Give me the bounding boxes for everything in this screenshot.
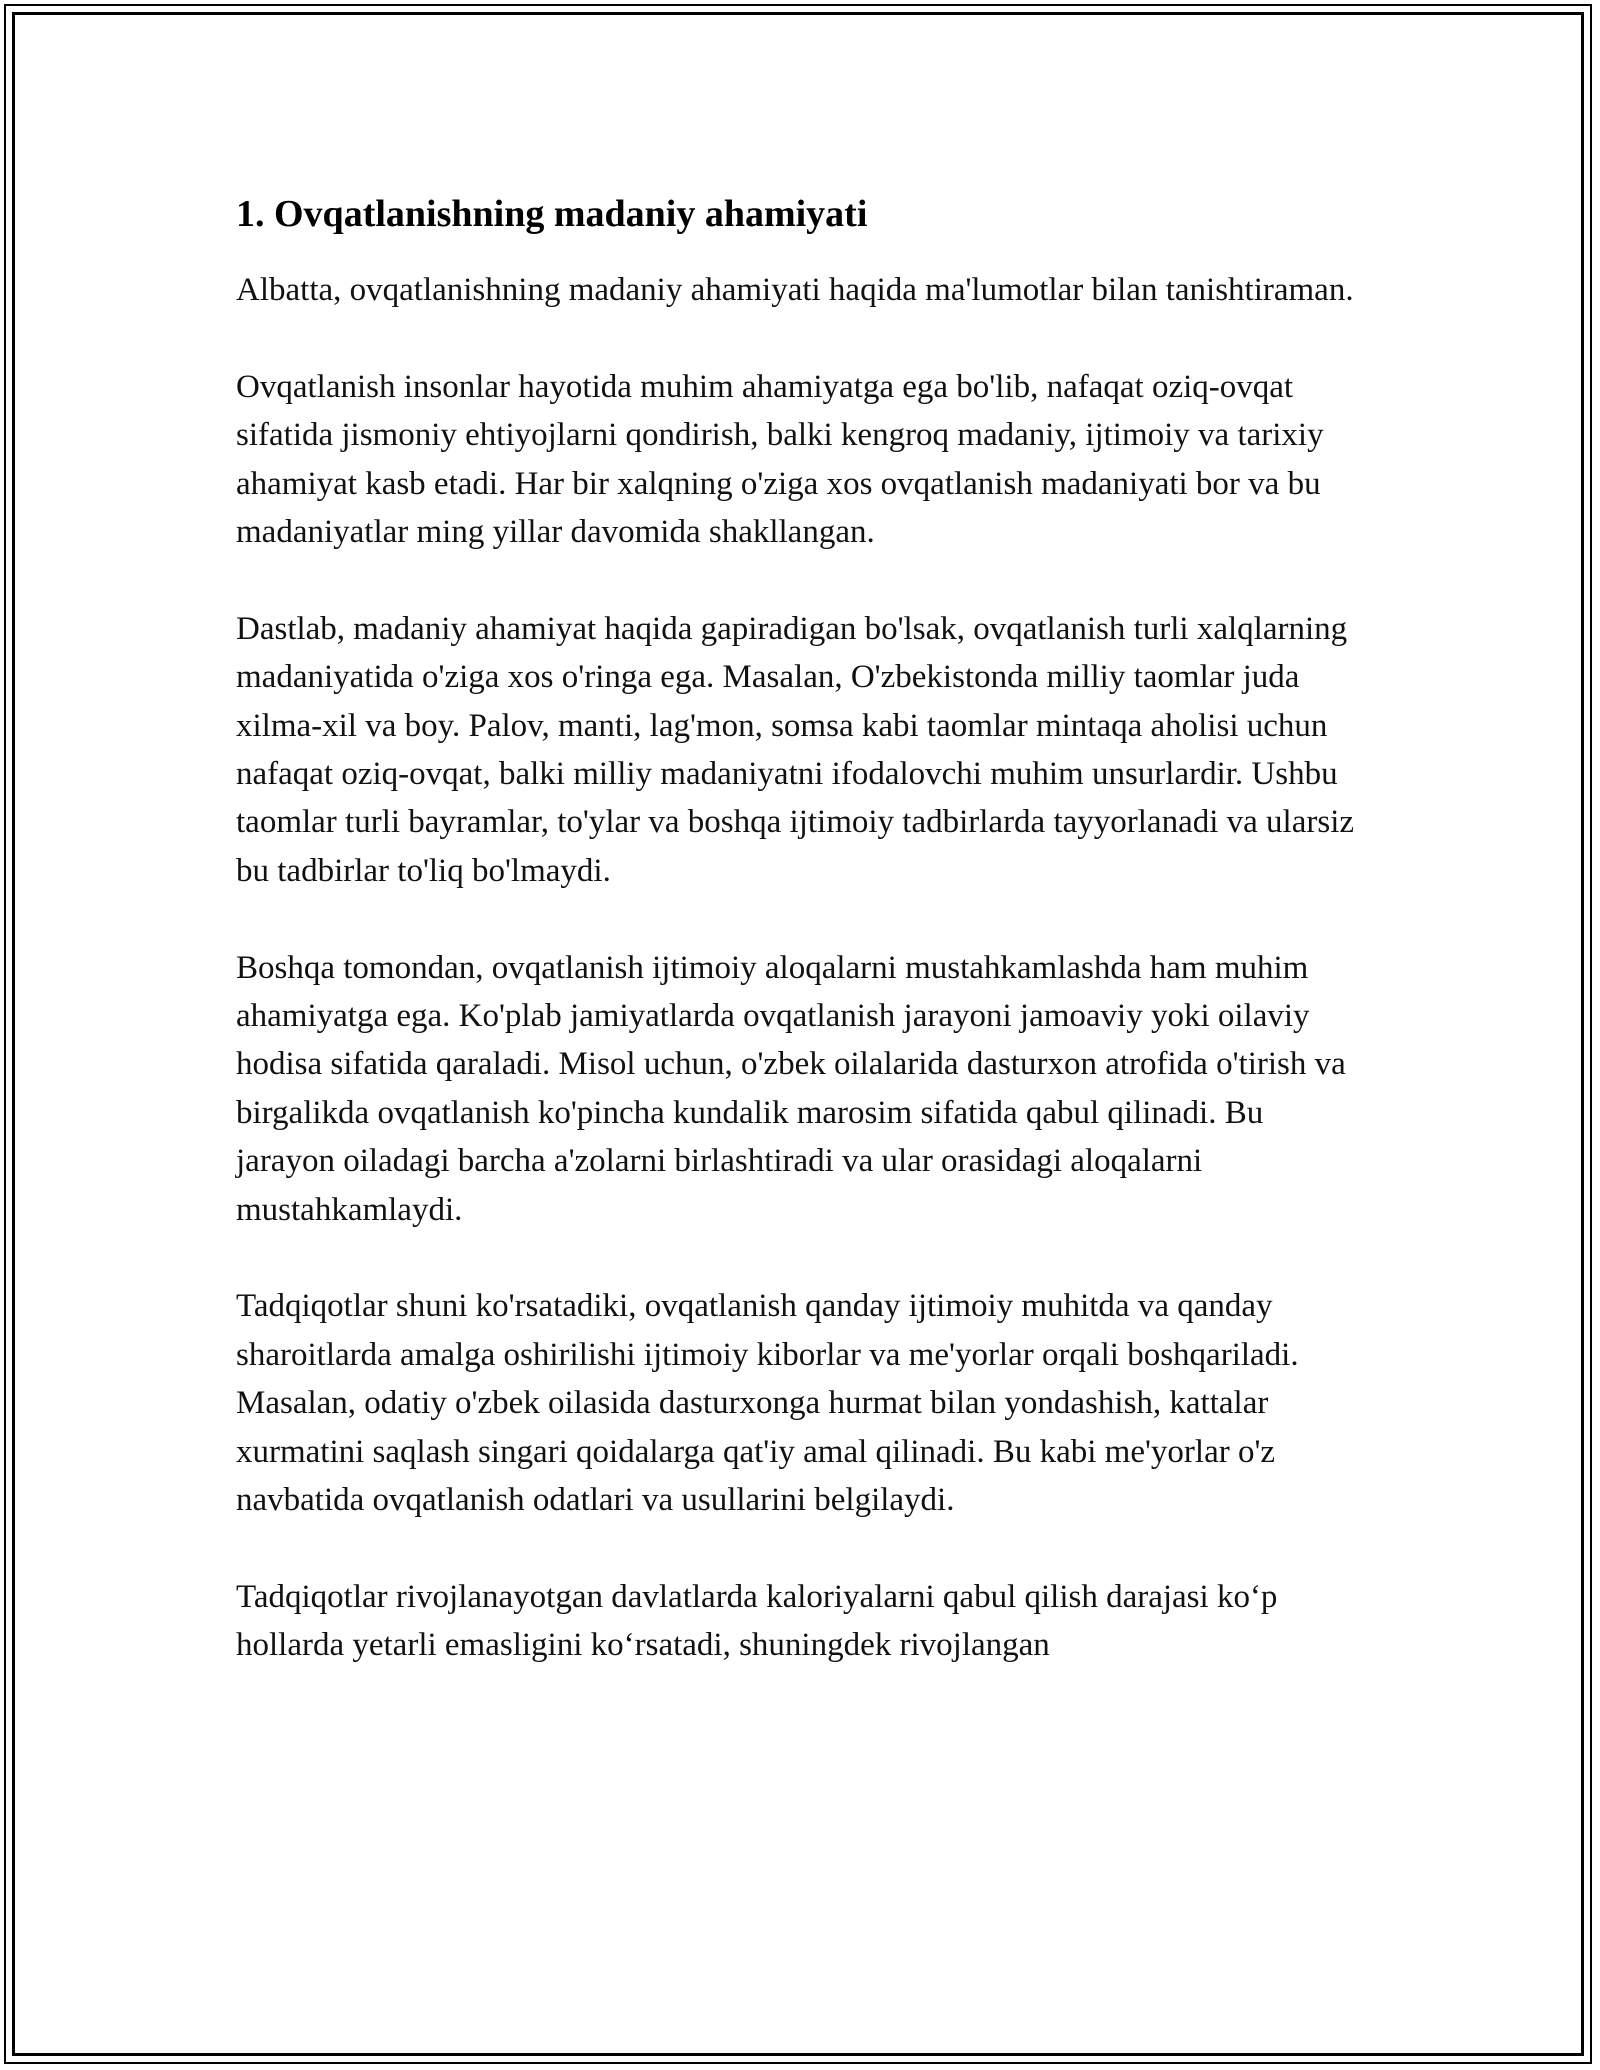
paragraph-cultural-role: Dastlab, madaniy ahamiyat haqida gapiradigan bo'lsak, ovqatlanish turli xalqlarning madaniyatida o'ziga xos o'ringa ega. Masalan, O'zbekistonda milliy taomlar juda xilma-xil va boy. Palov, manti, lag'mon, somsa kabi taomlar mintaqa aholisi uchun nafaqat oziq-ovqat, balki milliy madaniyatni ifodalovchi muhim unsurlardir. Ushbu taomlar turli bayramlar, to'ylar va boshqa ijtimoiy tadbirlarda tayyorlanadi va ularsiz bu tadbirlar to'liq bo'lmaydi. — [236, 610, 1355, 889]
paragraph-intro: Albatta, ovqatlanishning madaniy ahamiyati haqida ma'lumotlar bilan tanishtiraman. — [236, 272, 1354, 308]
paragraph-importance: Ovqatlanish insonlar hayotida muhim ahamiyatga ega bo'lib, nafaqat oziq-ovqat sifatida jismoniy ehtiyojlarni qondirish, balki kengroq madaniy, ijtimoiy va tarixiy ahamiyat kasb etadi. Har bir xalqning o'ziga xos ovqatlanish madaniyati bor va bu madaniyatlar ming yillar davomida shakllangan. — [236, 368, 1324, 551]
section-heading: 1. Ovqatlanishning madaniy ahamiyati — [236, 193, 868, 235]
paragraph-social-ties: Boshqa tomondan, ovqatlanish ijtimoiy aloqalarni mustahkamlashda ham muhim ahamiyatga ega. Ko'plab jamiyatlarda ovqatlanish jarayoni jamoaviy yoki oilaviy hodisa sifatida qaraladi. Misol uchun, o'zbek oilalarida dasturxon atrofida o'tirish va birgalikda ovqatlanish ko'pincha kundalik marosim sifatida qabul qilinadi. Bu jarayon oiladagi barcha a'zolarni birlashtiradi va ular orasidagi aloqalarni mustahkamlaydi. — [236, 949, 1346, 1228]
paragraph-calorie-research: Tadqiqotlar rivojlanayotgan davlatlarda kaloriyalarni qabul qilish darajasi koʻp hollarda yetarli emasligini koʻrsatadi, shuningdek rivojlangan — [236, 1578, 1278, 1664]
document-body — [236, 186, 1366, 1718]
paragraph-social-norms: Tadqiqotlar shuni ko'rsatadiki, ovqatlanish qanday ijtimoiy muhitda va qanday sharoitlarda amalga oshirilishi ijtimoiy kiborlar va me'yorlar orqali boshqariladi. Masalan, odatiy o'zbek oilasida dasturxonga hurmat bilan yondashish, kattalar xurmatini saqlash singari qoidalarga qat'iy amal qilinadi. Bu kabi me'yorlar o'z navbatida ovqatlanish odatlari va usullarini belgilaydi. — [236, 1288, 1299, 1519]
